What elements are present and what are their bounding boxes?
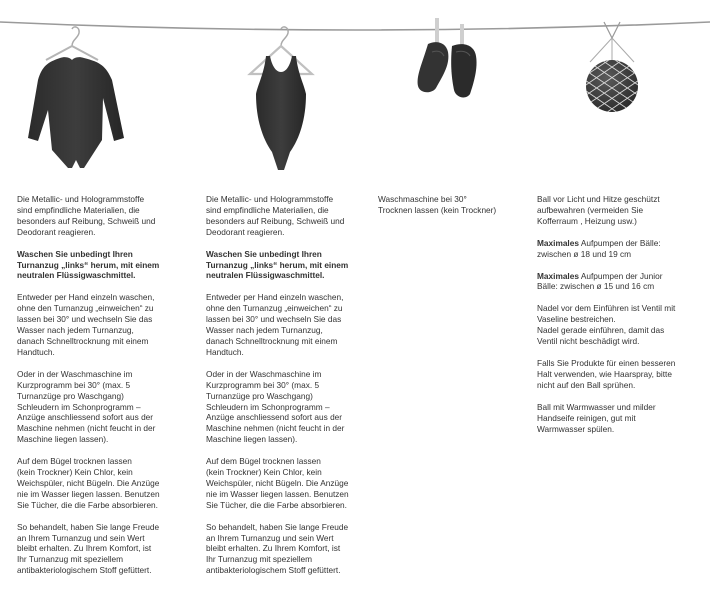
wash-inside-out-note: Waschen Sie unbedingt Ihren Turnanzug „links“ herum, mit einem neutralen Flüssigwaschmittel. xyxy=(17,248,160,281)
drying-instructions: Auf dem Bügel trocknen lassen (kein Trockner) Kein Chlor, kein Weichspüler, nicht Bügeln. Die Anzüge nie im Wasser liegen lassen. Benutzen Sie Tücher, die die Farbe absorbieren. xyxy=(17,456,160,510)
hand-wash-instructions: Entweder per Hand einzeln waschen, ohne den Turnanzug „einweichen“ zu lassen bei 30° und wechseln Sie das Wasser nach jedem Turnanzug, danach Schnelltrocknung mit einem Handtuch. xyxy=(17,292,155,357)
machine-wash-instructions: Oder in der Waschmaschine im Kurzprogramm bei 30° (max. 5 Turnanzüge pro Waschgang) Schleudern im Schonprogramm – Anzüge anschliessend sofort aus der Maschine nehmen (nicht feucht in der Maschine liegen lassen). xyxy=(17,368,156,445)
shoes-care-column xyxy=(378,194,528,227)
leotard-care-column-1 xyxy=(17,194,185,587)
long-sleeve-leotard-on-hanger xyxy=(28,27,124,168)
junior-inflation-text: Aufpumpen der Junior Bälle: zwischen ø 15 und 16 cm xyxy=(537,270,663,292)
clothesline xyxy=(0,22,710,30)
ball-cleaning-note: Ball mit Warmwasser und milder Handseife reinigen, gut mit Warmwasser spülen. xyxy=(537,401,656,434)
emphasis: Maximales xyxy=(537,270,579,281)
hairspray-note: Falls Sie Produkte für einen besseren Halt verwenden, wie Haarspray, bitte nicht auf den Ball sprühen. xyxy=(537,357,676,390)
materials-note: Die Metallic- und Hologrammstoffe sind empfindliche Materialien, die besonders auf Reibung, Schweiß und Deodorant reagieren. xyxy=(17,194,156,237)
emphasis: Maximales xyxy=(537,237,579,248)
needle-note: Nadel vor dem Einführen ist Ventil mit Vaseline bestreichen. Nadel gerade einführen, damit das Ventil nicht beschädigt wird. xyxy=(537,303,676,347)
machine-wash-instructions: Oder in der Waschmaschine im Kurzprogramm bei 30° (max. 5 Turnanzüge pro Waschgang) Schleudern im Schonprogramm – Anzüge anschliessend sofort aus der Maschine nehmen (nicht feucht in der Maschine liegen lassen). xyxy=(206,368,345,445)
ball-storage-note: Ball vor Licht und Hitze geschützt aufbewahren (vermeiden Sie Kofferraum , Heizung usw.) xyxy=(537,194,660,226)
care-closing-note: So behandelt, haben Sie lange Freude an Ihrem Turnanzug und sein Wert bleibt erhalten. Zu Ihrem Komfort, ist Ihr Turnanzug mit speziellem antibakteriologischem Stoff gefüttert. xyxy=(17,521,160,576)
ball-in-net-bag xyxy=(564,22,660,128)
shoes-wash-note: Waschmaschine bei 30° Trocknen lassen (kein Trockner) xyxy=(378,194,497,215)
junior-ball-inflation-note xyxy=(537,271,707,293)
ball-inflation-note xyxy=(537,238,707,260)
inflation-text: Aufpumpen der Bälle: zwischen ø 18 und 19 cm xyxy=(537,237,661,259)
drying-instructions: Auf dem Bügel trocknen lassen (kein Trockner) Kein Chlor, kein Weichspüler, nicht Bügeln. Die Anzüge nie im Wasser liegen lassen. Benutzen Sie Tücher, die die Farbe absorbieren. xyxy=(206,456,349,510)
leotard-care-column-2 xyxy=(206,194,374,587)
materials-note: Die Metallic- und Hologrammstoffe sind empfindliche Materialien, die besonders auf Reibung, Schweiß und Deodorant reagieren. xyxy=(206,194,345,237)
illustration-strip xyxy=(0,0,710,190)
hand-wash-instructions: Entweder per Hand einzeln waschen, ohne den Turnanzug „einweichen“ zu lassen bei 30° und wechseln Sie das Wasser nach jedem Turnanzug, danach Schnelltrocknung mit einem Handtuch. xyxy=(206,292,344,357)
wash-inside-out-note: Waschen Sie unbedingt Ihren Turnanzug „links“ herum, mit einem neutralen Flüssigwaschmittel. xyxy=(206,248,349,281)
ball-care-column xyxy=(537,194,707,445)
sleeveless-leotard-on-hanger xyxy=(250,27,312,170)
care-closing-note: So behandelt, haben Sie lange Freude an Ihrem Turnanzug und sein Wert bleibt erhalten. Zu Ihrem Komfort, ist Ihr Turnanzug mit speziellem antibakteriologischem Stoff gefüttert. xyxy=(206,521,349,576)
